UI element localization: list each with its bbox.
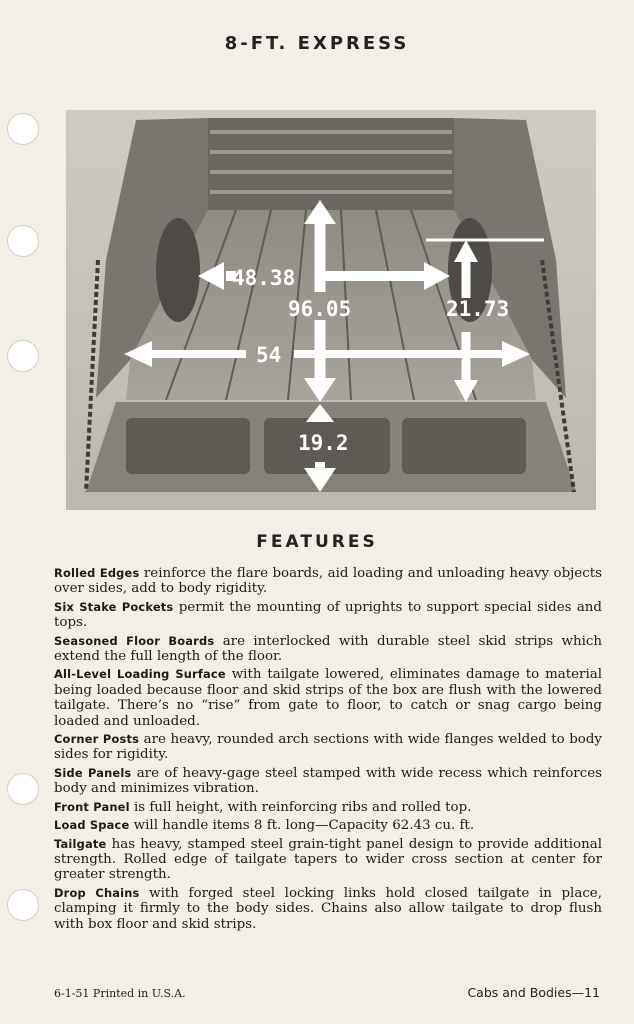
feature-name: Drop Chains xyxy=(54,885,140,900)
feature-text: with tailgate lowered, eliminates damage to material being loaded because floor and skid strips of the box are flush with the lowered tailgate. There’s no “rise” from gate to floor, to catch or snag cargo being loaded and unloaded. xyxy=(54,667,603,729)
feature-text: is full height, with reinforcing ribs and rolled top. xyxy=(129,799,472,815)
feature-name: Seasoned Floor Boards xyxy=(54,633,215,648)
binder-hole xyxy=(7,773,39,805)
feature-name: Tailgate xyxy=(54,836,107,851)
feature-item xyxy=(54,566,602,597)
binder-hole xyxy=(7,225,39,257)
dimension-label: 19.2 xyxy=(298,431,349,455)
feature-text: reinforce the flare boards, aid loading and unloading heavy objects over sides, add to body rigidity. xyxy=(54,566,602,597)
feature-item xyxy=(54,667,602,729)
print-info: 6-1-51 Printed in U.S.A. xyxy=(54,987,186,1000)
feature-text: are interlocked with durable steel skid strips which extend the full length of the floor. xyxy=(54,633,602,665)
feature-item xyxy=(54,837,602,883)
features-list xyxy=(54,566,602,935)
feature-item xyxy=(54,818,602,833)
dimension-label: 96.05 xyxy=(288,297,352,321)
feature-text: has heavy, stamped steel grain-tight panel design to provide additional strength. Rolled edge of tailgate tapers to wider cross section at center for greater strength. xyxy=(54,836,602,883)
dimension-label: 54 xyxy=(256,343,282,367)
page-title: 8-FT. EXPRESS xyxy=(224,33,410,54)
feature-text: are of heavy-gage steel stamped with wide recess which reinforces body and minimizes vibration. xyxy=(54,765,602,797)
feature-text: are heavy, rounded arch sections with wide flanges welded to body sides for rigidity. xyxy=(54,732,602,763)
binder-hole xyxy=(7,113,39,145)
binder-hole xyxy=(7,340,39,372)
truck-bed-illustration xyxy=(66,110,596,510)
feature-name: Front Panel xyxy=(54,799,130,814)
feature-name: Load Space xyxy=(54,818,130,833)
feature-name: Corner Posts xyxy=(54,732,140,747)
feature-name: Six Stake Pockets xyxy=(54,599,174,614)
features-heading: FEATURES xyxy=(256,532,378,552)
feature-item xyxy=(54,886,602,932)
feature-name: All-Level Loading Surface xyxy=(54,667,226,682)
feature-text: permit the mounting of uprights to support special sides and tops. xyxy=(54,599,603,631)
feature-item xyxy=(54,800,602,815)
feature-name: Rolled Edges xyxy=(54,566,140,580)
feature-text: with forged steel locking links hold closed tailgate in place, clamping it firmly to the body sides. Chains also allow tailgate to drop flush with box floor and skid strips. xyxy=(54,885,602,932)
feature-text: will handle items 8 ft. long—Capacity 62.43 cu. ft. xyxy=(129,818,475,834)
feature-item xyxy=(54,600,602,631)
feature-item xyxy=(54,732,602,763)
feature-name: Side Panels xyxy=(54,765,132,780)
binder-hole xyxy=(7,889,39,921)
dimension-label: 48.38 xyxy=(232,266,296,290)
dimension-label: 21.73 xyxy=(446,297,510,321)
feature-item xyxy=(54,766,602,797)
feature-item xyxy=(54,634,602,665)
page-label: Cabs and Bodies—11 xyxy=(467,985,600,1000)
